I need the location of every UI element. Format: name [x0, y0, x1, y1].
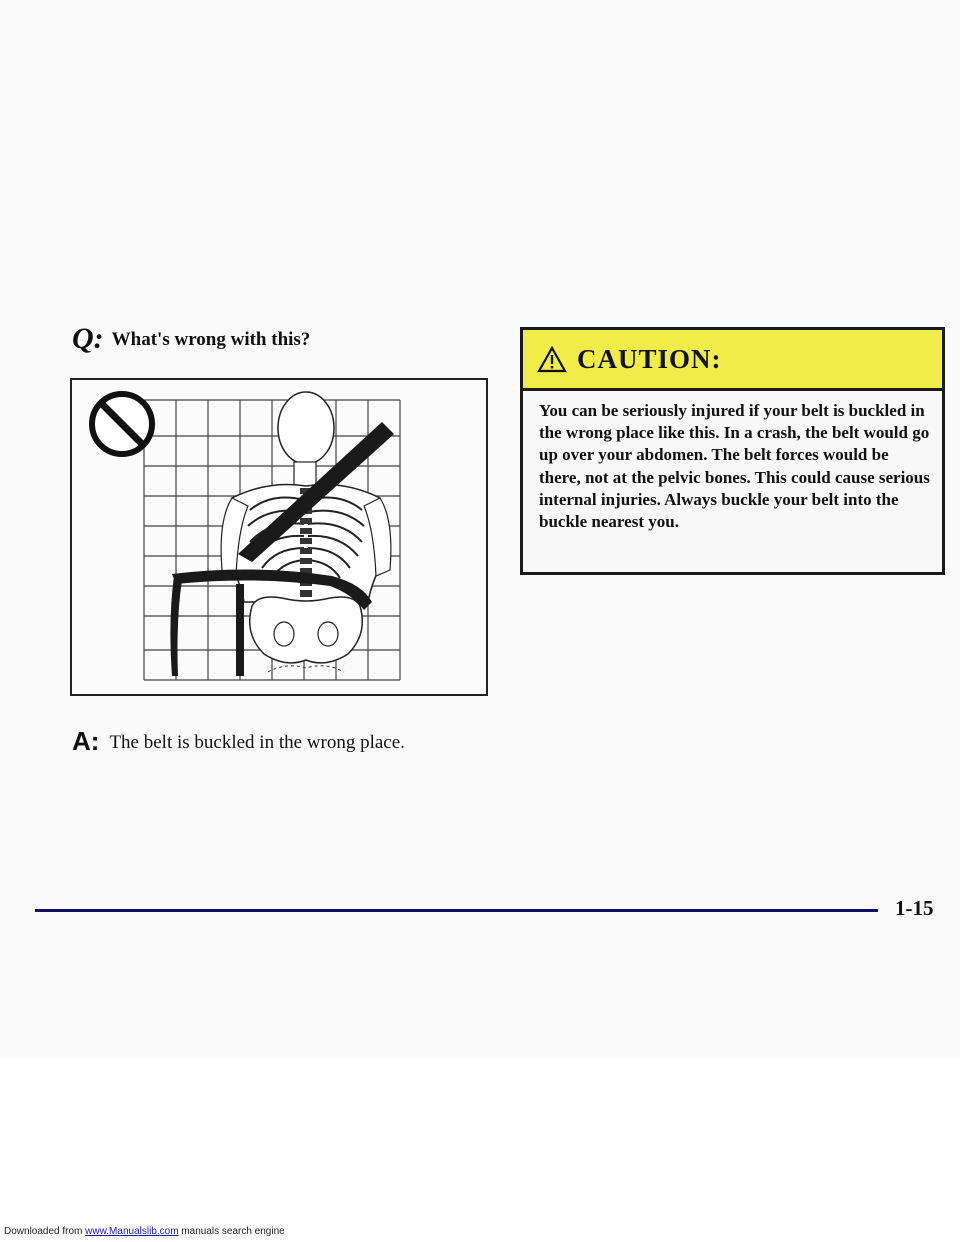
footer-rule [35, 909, 878, 912]
skeleton-belt-drawing [72, 380, 486, 694]
caution-text: You can be seriously injured if your belt is buckled in the wrong place like this. In a crash, the belt would go up over your abdomen. The belt forces would be there, not at the pelvic bones. This could cause serious internal injuries. Always buckle your belt into the buckle nearest you. [539, 401, 930, 532]
caution-box [520, 327, 945, 575]
download-footer [4, 1226, 285, 1237]
question-text: What's wrong with this? [111, 329, 311, 350]
belt-buckle [236, 584, 244, 676]
manualslib-link[interactable]: www.Manualslib.com [85, 1226, 179, 1237]
prohibition-icon [92, 394, 152, 454]
head-outline [278, 392, 334, 464]
answer-text: The belt is buckled in the wrong place. [109, 732, 405, 753]
footer-suffix: manuals search engine [178, 1226, 285, 1237]
question [72, 322, 310, 356]
caution-title: CAUTION: [577, 343, 722, 374]
warning-triangle-icon [537, 346, 567, 373]
question-letter: Q: [72, 322, 104, 355]
page-number: 1-15 [895, 896, 934, 920]
neck [294, 462, 316, 488]
caution-header [523, 330, 942, 391]
answer-letter: A: [72, 726, 100, 756]
answer [72, 726, 405, 757]
footer-prefix: Downloaded from [4, 1226, 86, 1237]
seatbelt-illustration [70, 378, 488, 696]
pelvis [250, 597, 363, 663]
